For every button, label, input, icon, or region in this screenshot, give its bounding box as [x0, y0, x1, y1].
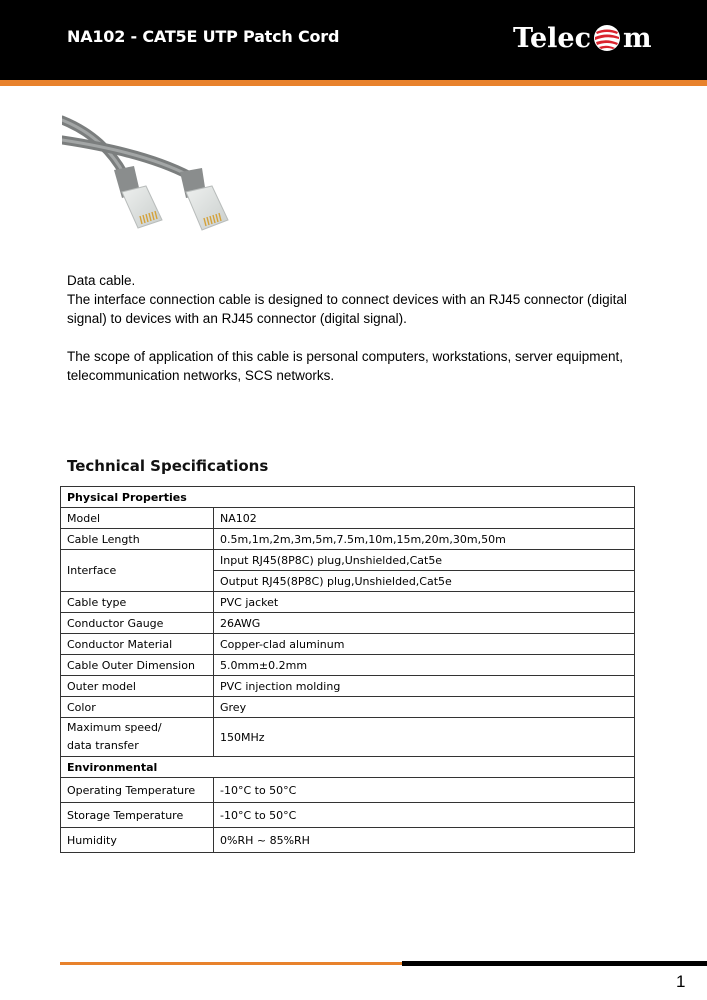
page-header: [0, 0, 707, 80]
table-row: [61, 529, 635, 550]
spec-value: PVC jacket: [214, 592, 635, 613]
table-row: [61, 634, 635, 655]
footer-accent-line: [60, 962, 402, 965]
spec-label: Conductor Material: [61, 634, 214, 655]
spec-label: Cable Length: [61, 529, 214, 550]
max-speed-label-line-2: data transfer: [67, 739, 139, 752]
table-row: [61, 803, 635, 828]
spec-value: 150MHz: [214, 718, 635, 757]
spec-value: Input RJ45(8P8C) plug,Unshielded,Cat5e: [214, 550, 635, 571]
description-line-1: Data cable.: [67, 273, 136, 288]
max-speed-label-line-1: Maximum speed/: [67, 721, 162, 734]
spec-value: -10°C to 50°C: [214, 778, 635, 803]
logo-text-suffix: m: [623, 22, 652, 54]
environmental-heading: Environmental: [61, 757, 635, 778]
logo-globe-icon: [592, 23, 622, 53]
table-row: [61, 508, 635, 529]
spec-label: Outer model: [61, 676, 214, 697]
spec-label: Storage Temperature: [61, 803, 214, 828]
spec-value: Output RJ45(8P8C) plug,Unshielded,Cat5e: [214, 571, 635, 592]
footer-dark-line: [402, 961, 707, 966]
spec-label: Operating Temperature: [61, 778, 214, 803]
product-description: [67, 271, 637, 385]
table-row: [61, 655, 635, 676]
rj45-patch-cord-photo: [62, 112, 262, 242]
spec-value: PVC injection molding: [214, 676, 635, 697]
spec-value: 5.0mm±0.2mm: [214, 655, 635, 676]
description-line-2: The interface connection cable is designed to connect devices with an RJ45 connector (digital signal) to devices with an RJ45 connector (digital signal).: [67, 292, 627, 326]
header-accent-stripe: [0, 80, 707, 86]
spec-value: 0%RH ~ 85%RH: [214, 828, 635, 853]
spec-value: 26AWG: [214, 613, 635, 634]
physical-properties-heading: Physical Properties: [61, 487, 635, 508]
spec-label: [61, 718, 214, 757]
description-line-3: The scope of application of this cable is personal computers, workstations, server equipment, telecommunication networks, SCS networks.: [67, 349, 624, 383]
table-row: [61, 778, 635, 803]
logo-text-prefix: Telec: [513, 22, 592, 54]
table-row: [61, 676, 635, 697]
spec-value: NA102: [214, 508, 635, 529]
page-number: 1: [676, 972, 686, 991]
spec-label: Cable type: [61, 592, 214, 613]
specs-title: Technical Specifications: [67, 457, 269, 475]
spec-label: Cable Outer Dimension: [61, 655, 214, 676]
table-row: [61, 718, 635, 757]
spec-value: 0.5m,1m,2m,3m,5m,7.5m,10m,15m,20m,30m,50m: [214, 529, 635, 550]
table-row: [61, 697, 635, 718]
specs-table: [60, 486, 635, 853]
spec-value: Copper-clad aluminum: [214, 634, 635, 655]
spec-value: Grey: [214, 697, 635, 718]
spec-label: Model: [61, 508, 214, 529]
table-row: [61, 828, 635, 853]
spec-label: Humidity: [61, 828, 214, 853]
table-row: [61, 592, 635, 613]
table-row: [61, 613, 635, 634]
spec-label: Color: [61, 697, 214, 718]
table-row: [61, 550, 635, 571]
table-row: [61, 487, 635, 508]
telecom-logo: [513, 18, 652, 58]
spec-label: Conductor Gauge: [61, 613, 214, 634]
table-row: [61, 757, 635, 778]
document-title: NA102 - CAT5E UTP Patch Cord: [67, 27, 340, 46]
spec-label: Interface: [61, 550, 214, 592]
spec-value: -10°C to 50°C: [214, 803, 635, 828]
